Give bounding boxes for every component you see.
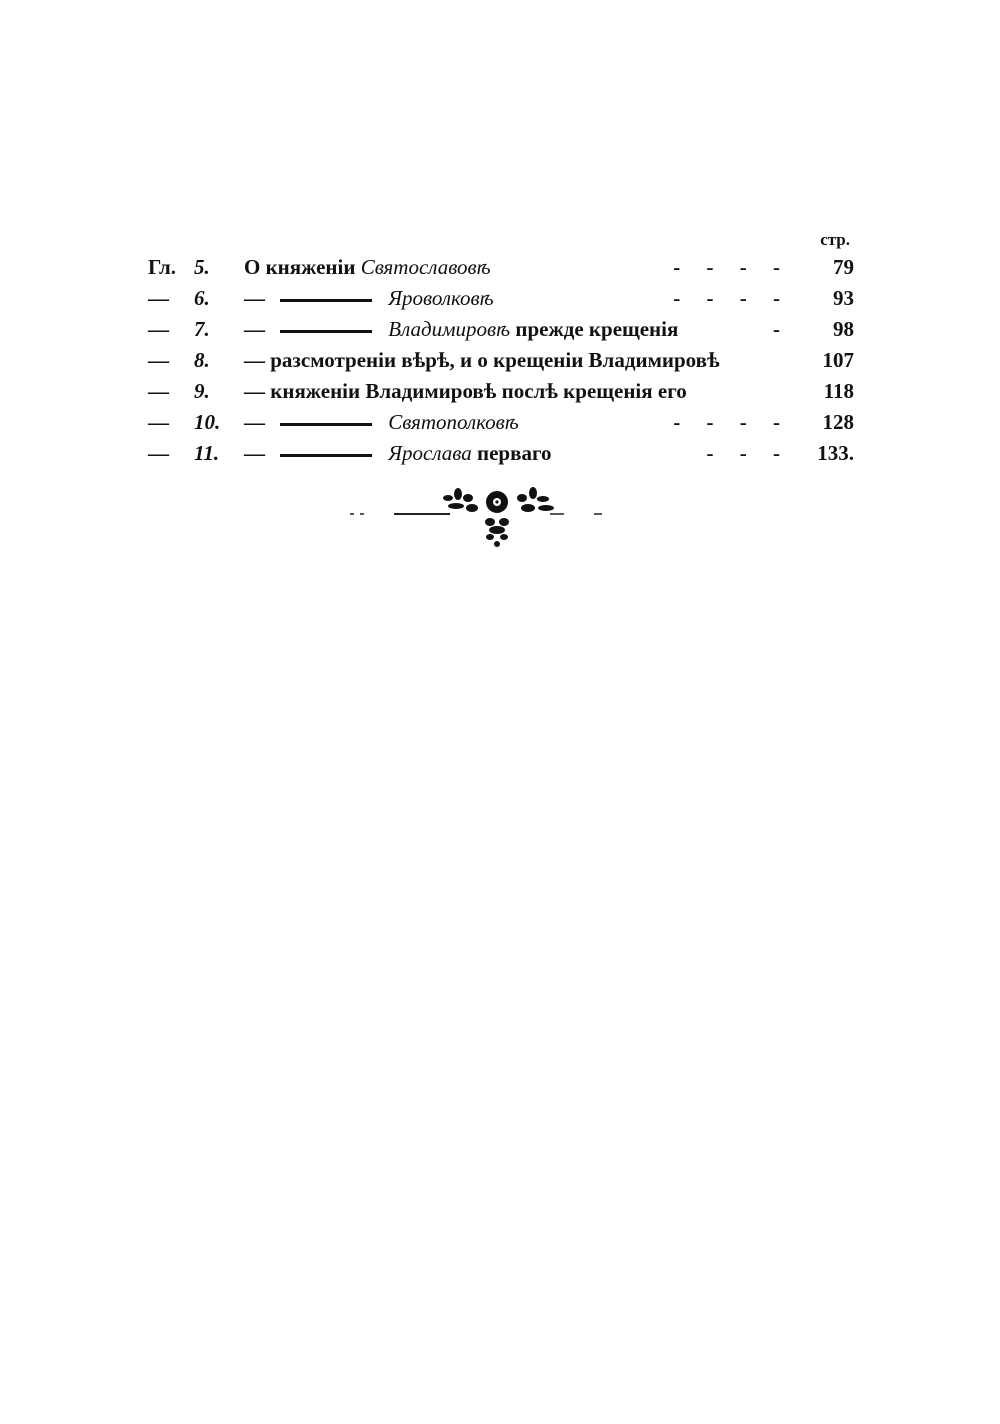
chapter-title (244, 345, 720, 376)
chapter-title-suffix: перваго (477, 441, 552, 465)
ditto-dash: — (244, 379, 265, 403)
page-number: 93 (833, 286, 854, 310)
ditto-rule (280, 299, 372, 302)
chapter-title-name: Святославовѣ (360, 255, 491, 279)
ditto-dash: — (244, 286, 265, 310)
chapter-number: 7. (194, 317, 210, 341)
chapter-title (244, 283, 494, 314)
dot-leaders: - - - - (673, 255, 780, 279)
chapter-number: 6. (194, 286, 210, 310)
chapter-title-name: Яроволковѣ (388, 286, 494, 310)
chapter-number: 5. (194, 255, 210, 279)
chapter-prefix: — (148, 379, 169, 403)
chapter-title-text: О княженіи (244, 255, 356, 279)
chapter-title-name: Ярослава (388, 441, 472, 465)
toc-entry (148, 314, 854, 345)
chapter-title-suffix: прежде крещенія (515, 317, 679, 341)
ditto-dash: — (244, 317, 265, 341)
chapter-prefix: — (148, 441, 169, 465)
dot-leaders: - - - - (673, 410, 780, 434)
page-number: 118 (823, 379, 854, 403)
chapter-title (244, 438, 551, 469)
table-of-contents (148, 228, 854, 469)
ditto-rule (280, 423, 372, 426)
chapter-title-text: княженіи Владимировѣ послѣ крещенія его (270, 379, 687, 403)
chapter-title (244, 376, 687, 407)
chapter-prefix: — (148, 317, 169, 341)
toc-entry (148, 376, 854, 407)
page-number: 79 (833, 255, 854, 279)
dot-leaders: - - - (706, 441, 780, 465)
ditto-rule (280, 330, 372, 333)
chapter-prefix: — (148, 410, 169, 434)
dot-leaders: - (773, 317, 780, 341)
chapter-title-text: разсмотреніи вѣрѣ, и о крещеніи Владимировѣ (270, 348, 720, 372)
page-number: 128 (822, 410, 854, 434)
chapter-prefix: — (148, 286, 169, 310)
page-number: 133. (817, 441, 854, 465)
chapter-prefix: — (148, 348, 169, 372)
toc-entry (148, 438, 854, 469)
chapter-number: 11. (194, 441, 220, 465)
toc-entry (148, 407, 854, 438)
chapter-title (244, 314, 678, 345)
dot-leaders: - - - - (673, 286, 780, 310)
toc-entry (148, 283, 854, 314)
chapter-title (244, 252, 491, 283)
printer-ornament-icon (350, 484, 610, 548)
ditto-dash: — (244, 348, 265, 372)
ditto-rule (280, 454, 372, 457)
chapter-title-name: Святополковѣ (388, 410, 519, 434)
ditto-dash: — (244, 441, 265, 465)
page-number: 98 (833, 317, 854, 341)
page-column-label: стр. (820, 230, 850, 249)
ditto-dash: — (244, 410, 265, 434)
toc-entry (148, 252, 854, 283)
toc-entries (148, 252, 854, 469)
chapter-title (244, 407, 519, 438)
page-number: 107 (822, 348, 854, 372)
chapter-prefix: Гл. (148, 255, 177, 279)
chapter-number: 10. (194, 410, 221, 434)
chapter-number: 9. (194, 379, 210, 403)
toc-entry (148, 345, 854, 376)
chapter-title-name: Владимировѣ (388, 317, 511, 341)
chapter-number: 8. (194, 348, 210, 372)
